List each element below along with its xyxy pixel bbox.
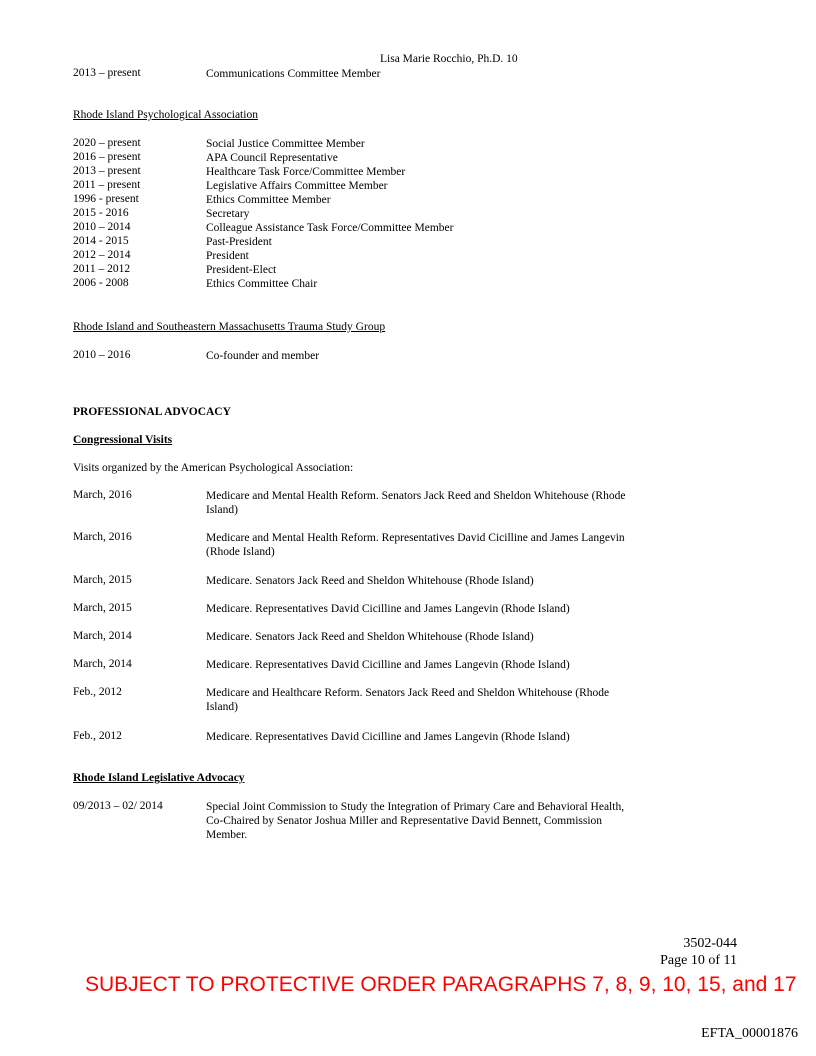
date: Feb., 2012 [73, 686, 122, 698]
description: Medicare. Representatives David Cicilline and James Langevin (Rhode Island) [206, 603, 570, 615]
date: 2013 – present [73, 67, 141, 79]
date: March, 2016 [73, 531, 132, 543]
date: 2020 – present [73, 137, 141, 149]
date: 2006 - 2008 [73, 277, 129, 289]
congressional-heading: Congressional Visits [73, 434, 173, 446]
description: Colleague Assistance Task Force/Committee Member [206, 222, 454, 234]
intro-text: Visits organized by the American Psychological Association: [73, 462, 354, 474]
description: President-Elect [206, 264, 277, 276]
trauma-heading: Rhode Island and Southeastern Massachusetts Trauma Study Group [73, 321, 386, 333]
description: APA Council Representative [206, 152, 338, 164]
description: Ethics Committee Member [206, 194, 331, 206]
description: Medicare. Representatives David Cicilline and James Langevin (Rhode Island) [206, 659, 570, 671]
description: President [206, 250, 249, 262]
date: 2010 – 2014 [73, 221, 131, 233]
description: Medicare. Senators Jack Reed and Sheldon Whitehouse (Rhode Island) [206, 575, 534, 587]
description: Social Justice Committee Member [206, 138, 365, 150]
description: Medicare. Senators Jack Reed and Sheldon Whitehouse (Rhode Island) [206, 631, 534, 643]
date: March, 2014 [73, 658, 132, 670]
date: March, 2016 [73, 489, 132, 501]
description: Co-founder and member [206, 350, 320, 362]
date: 2015 - 2016 [73, 207, 129, 219]
date: March, 2014 [73, 630, 132, 642]
date: 2011 – 2012 [73, 263, 131, 275]
description: Ethics Committee Chair [206, 278, 318, 290]
date: Feb., 2012 [73, 730, 122, 742]
protective-order-notice: SUBJECT TO PROTECTIVE ORDER PARAGRAPHS 7, 8, 9, 10, 15, and 17 [85, 973, 797, 996]
date: March, 2015 [73, 602, 132, 614]
page-header: Lisa Marie Rocchio, Ph.D. 10 [380, 53, 518, 65]
date: 2010 – 2016 [73, 349, 131, 361]
description: Past-President [206, 236, 272, 248]
rispa-heading: Rhode Island Psychological Association [73, 109, 258, 121]
description: Legislative Affairs Committee Member [206, 180, 388, 192]
description: Special Joint Commission to Study the Integration of Primary Care and Behavioral Health, Co-Chaired by Senator Joshua Miller and Representative David Bennett, Commission Member. [206, 801, 625, 841]
date: 2012 – 2014 [73, 249, 131, 261]
legislative-heading: Rhode Island Legislative Advocacy [73, 772, 245, 784]
section-title: PROFESSIONAL ADVOCACY [73, 406, 231, 418]
date: 09/2013 – 02/ 2014 [73, 800, 163, 812]
description: Medicare and Mental Health Reform. Senators Jack Reed and Sheldon Whitehouse (Rhode Island) [206, 490, 626, 516]
description: Healthcare Task Force/Committee Member [206, 166, 406, 178]
date: 2014 - 2015 [73, 235, 129, 247]
date: 2011 – present [73, 179, 141, 191]
date: 2013 – present [73, 165, 141, 177]
date: 2016 – present [73, 151, 141, 163]
description: Communications Committee Member [206, 68, 381, 80]
description: Secretary [206, 208, 250, 220]
date: March, 2015 [73, 574, 132, 586]
document-code: 3502-044 [683, 936, 737, 951]
page-number: Page 10 of 11 [660, 953, 737, 968]
date: 1996 - present [73, 193, 139, 205]
description: Medicare. Representatives David Cicilline and James Langevin (Rhode Island) [206, 731, 570, 743]
efta-id: EFTA_00001876 [701, 1026, 798, 1041]
description: Medicare and Mental Health Reform. Representatives David Cicilline and James Langevin (Rhode Island) [206, 532, 625, 558]
description: Medicare and Healthcare Reform. Senators Jack Reed and Sheldon Whitehouse (Rhode Island) [206, 687, 610, 713]
